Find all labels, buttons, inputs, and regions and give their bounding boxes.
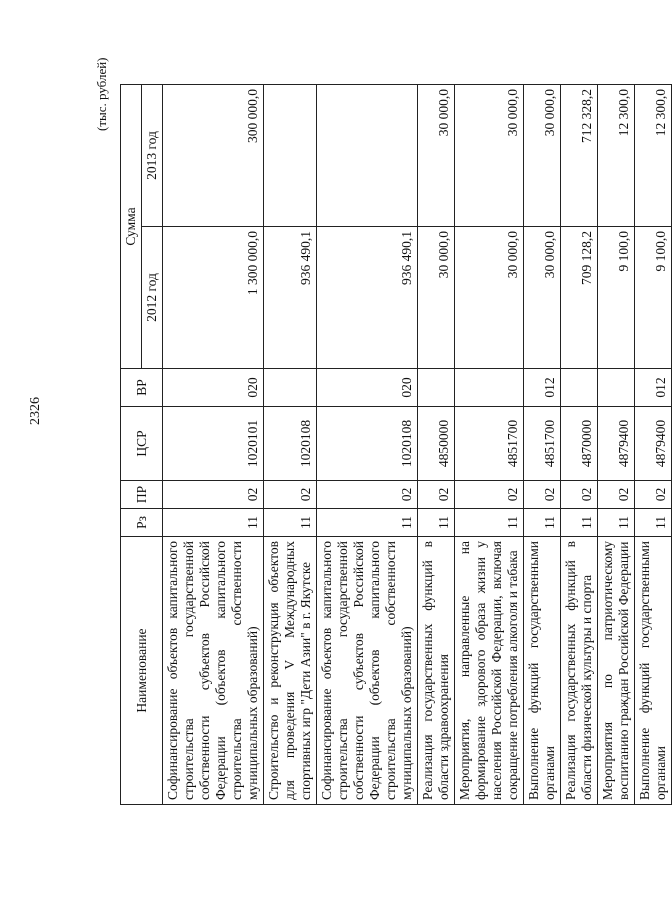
- header-vr: ВР: [121, 369, 163, 407]
- row-name: Мероприятия по патриотическому воспитанию граждан Российской Федерации: [598, 537, 635, 805]
- row-rz: 11: [163, 509, 264, 537]
- row-name: Софинансирование объектов капитального строительства государственной собственности субъектов Российской Федерации (объектов капитального строительства собственности муниципальных образований): [317, 537, 418, 805]
- row-vr: [264, 369, 317, 407]
- row-sum-2013: 30 000,0: [455, 84, 524, 226]
- row-vr: [598, 369, 635, 407]
- row-sum-2013: [264, 84, 317, 226]
- header-name: Наименование: [121, 537, 163, 805]
- row-csr: 1020108: [317, 407, 418, 481]
- row-name: Выполнение функций государственными органами: [635, 537, 672, 805]
- table-row: [264, 84, 317, 804]
- row-name: Софинансирование объектов капитального строительства государственной собственности субъектов Российской Федерации (объектов капитального строительства собственности муниципальных образований): [163, 537, 264, 805]
- row-sum-2012: 709 128,2: [561, 227, 598, 369]
- row-pr: 02: [418, 481, 455, 509]
- row-vr: 012: [635, 369, 672, 407]
- row-rz: 11: [561, 509, 598, 537]
- row-sum-2013: 300 000,0: [163, 84, 264, 226]
- row-name: Реализация государственных функций в области здравоохранения: [418, 537, 455, 805]
- header-sum: Сумма: [121, 84, 142, 368]
- row-vr: [561, 369, 598, 407]
- table-row: [598, 84, 635, 804]
- header-csr: ЦСР: [121, 407, 163, 481]
- row-pr: 02: [455, 481, 524, 509]
- row-pr: 02: [264, 481, 317, 509]
- header-rz: Рз: [121, 509, 163, 537]
- table-row: [317, 84, 418, 804]
- table-row: [635, 84, 672, 804]
- row-sum-2012: 30 000,0: [455, 227, 524, 369]
- row-rz: 11: [264, 509, 317, 537]
- row-sum-2013: 712 328,2: [561, 84, 598, 226]
- row-rz: 11: [317, 509, 418, 537]
- table-row: [163, 84, 264, 804]
- row-csr: 4851700: [455, 407, 524, 481]
- page-number: 2326: [28, 397, 43, 425]
- row-sum-2013: 30 000,0: [418, 84, 455, 226]
- header-2013: 2013 год: [142, 84, 163, 226]
- row-sum-2012: 9 100,0: [635, 227, 672, 369]
- table-row: [455, 84, 524, 804]
- row-vr: [455, 369, 524, 407]
- row-sum-2012: 936 490,1: [264, 227, 317, 369]
- row-vr: 012: [524, 369, 561, 407]
- unit-note: (тыс. рублей): [94, 57, 109, 131]
- row-rz: 11: [598, 509, 635, 537]
- row-vr: [418, 369, 455, 407]
- row-pr: 02: [598, 481, 635, 509]
- row-sum-2012: 30 000,0: [418, 227, 455, 369]
- row-sum-2013: 30 000,0: [524, 84, 561, 226]
- row-csr: 4850000: [418, 407, 455, 481]
- table-row: [524, 84, 561, 804]
- row-pr: 02: [635, 481, 672, 509]
- row-csr: 1020108: [264, 407, 317, 481]
- budget-table: [120, 84, 672, 805]
- row-csr: 4851700: [524, 407, 561, 481]
- row-rz: 11: [524, 509, 561, 537]
- row-rz: 11: [635, 509, 672, 537]
- row-csr: 4870000: [561, 407, 598, 481]
- header-pr: ПР: [121, 481, 163, 509]
- table-body: [163, 84, 672, 804]
- row-pr: 02: [524, 481, 561, 509]
- row-sum-2013: 12 300,0: [635, 84, 672, 226]
- row-pr: 02: [561, 481, 598, 509]
- row-pr: 02: [317, 481, 418, 509]
- row-name: Выполнение функций государственными органами: [524, 537, 561, 805]
- row-csr: 1020101: [163, 407, 264, 481]
- row-sum-2013: 12 300,0: [598, 84, 635, 226]
- row-rz: 11: [418, 509, 455, 537]
- row-rz: 11: [455, 509, 524, 537]
- row-csr: 4879400: [598, 407, 635, 481]
- table-header: [121, 84, 163, 804]
- row-sum-2012: 30 000,0: [524, 227, 561, 369]
- row-csr: 4879400: [635, 407, 672, 481]
- row-vr: 020: [163, 369, 264, 407]
- row-name: Мероприятия, направленные на формирование здорового образа жизни у населения Российской Федерации, включая сокращение потребления алкоголя и табака: [455, 537, 524, 805]
- row-sum-2012: 9 100,0: [598, 227, 635, 369]
- table-row: [561, 84, 598, 804]
- table-row: [418, 84, 455, 804]
- row-sum-2012: 1 300 000,0: [163, 227, 264, 369]
- row-sum-2013: [317, 84, 418, 226]
- row-pr: 02: [163, 481, 264, 509]
- row-name: Строительство и реконструкция объектов для проведения V Международных спортивных игр "Дети Азии" в г. Якутске: [264, 537, 317, 805]
- header-2012: 2012 год: [142, 227, 163, 369]
- row-sum-2012: 936 490,1: [317, 227, 418, 369]
- row-name: Реализация государственных функций в области физической культуры и спорта: [561, 537, 598, 805]
- row-vr: 020: [317, 369, 418, 407]
